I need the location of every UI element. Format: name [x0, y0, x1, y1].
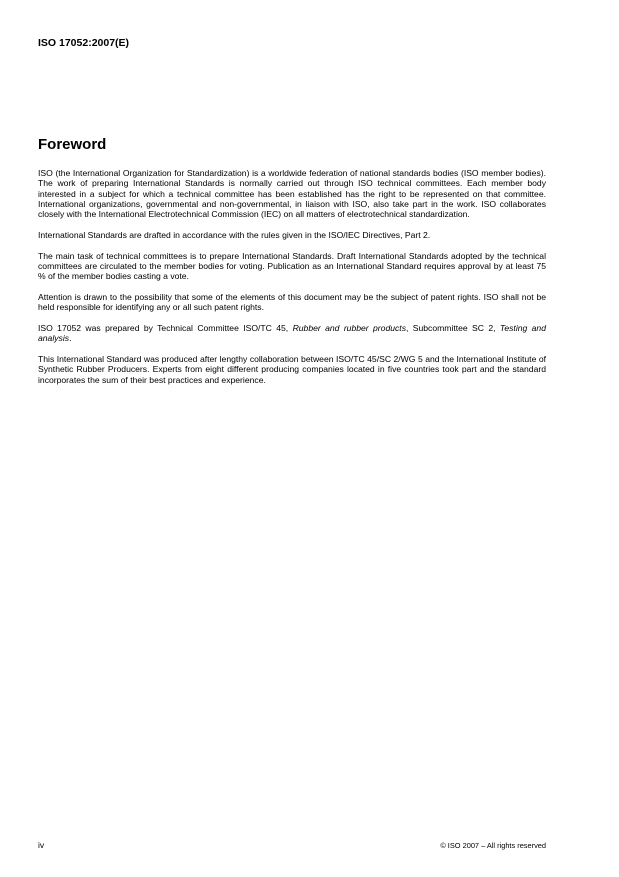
paragraph-drafting-rules: International Standards are drafted in accordance with the rules given in the ISO/IEC Directives, Part 2. [38, 230, 431, 241]
foreword-body [38, 168, 546, 395]
page-number: iv [38, 840, 45, 850]
prepared-by-text-a: ISO 17052 was prepared by Technical Committee ISO/TC 45, [38, 322, 293, 333]
paragraph-patent-rights: Attention is drawn to the possibility that some of the elements of this document may be the subject of patent rights. ISO shall not be held responsible for identifying any or all such patent rights. [38, 291, 546, 313]
paragraph-iso-federation: ISO (the International Organization for Standardization) is a worldwide federation of national standards bodies (ISO member bodies). The work of preparing International Standards is normally carried out through ISO technical committees. Each member body interested in a subject for which a technical committee has been established has the right to be represented on that committee. International organizations, governmental and non-governmental, in liaison with ISO, also take part in the work. ISO collaborates closely with the International Electrotechnical Commission (IEC) on all matters of electrotechnical standardization. [38, 168, 546, 220]
committee-name: Rubber and rubber products [292, 322, 406, 333]
document-id: ISO 17052:2007(E) [38, 37, 130, 49]
subcommittee-name: Testing and analysis [38, 322, 546, 344]
paragraph-collaboration: This International Standard was produced after lengthy collaboration between ISO/TC 45/SC 2/WG 5 and the International Institute of Synthetic Rubber Producers. Experts from eight different producing companies located in five countries took part and the standard incorporates the sum of their best practices and experience. [38, 353, 546, 385]
copyright-notice: © ISO 2007 – All rights reserved [440, 841, 546, 850]
prepared-by-text-b: , Subcommittee SC 2, [406, 322, 500, 333]
page-title: Foreword [38, 136, 107, 153]
paragraph-prepared-by [38, 323, 546, 344]
prepared-by-text-c: . [69, 333, 72, 344]
paragraph-committee-task: The main task of technical committees is to prepare International Standards. Draft International Standards adopted by the technical committees are circulated to the member bodies for voting. Publication as an International Standard requires approval by at least 75 % of the member bodies casting a vote. [38, 250, 546, 282]
